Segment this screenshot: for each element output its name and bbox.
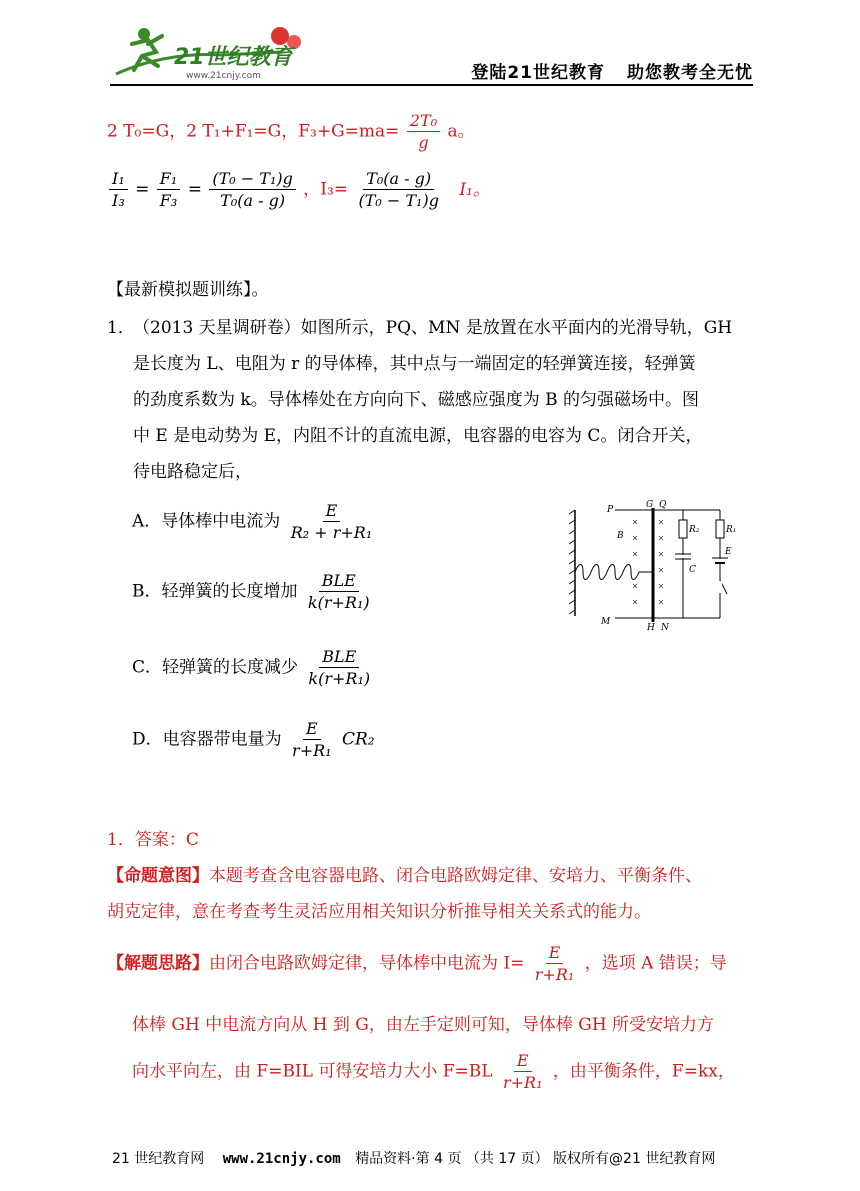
solution-line-1: 【解题思路】由闭合电路欧姆定律，导体棒中电流为 I= $\frac{E}{\text{r+R₁}}$ ，选项 A 错误；导 [107, 943, 727, 984]
svg-text:B: B [617, 531, 624, 541]
fraction: $\frac{\text{2T₀}}{g}$ [407, 112, 440, 152]
equation-tail: a。 [447, 121, 475, 142]
equation-line-1 [107, 112, 475, 152]
svg-text:P: P [607, 505, 614, 515]
question-line: （2013 天星调研卷）如图所示，PQ、MN 是放置在水平面内的光滑导轨，GH [133, 318, 733, 338]
svg-text:N: N [661, 623, 669, 633]
svg-text:R₂: R₂ [689, 525, 700, 535]
footer-url[interactable]: www.21cnjy.com [222, 1151, 341, 1167]
question-line: 中 E 是电动势为 E，内阻不计的直流电源，电容器的电容为 C。闭合开关， [133, 426, 703, 446]
svg-text:G: G [646, 500, 654, 510]
answer-line: 1．答案：C [107, 830, 199, 850]
slogan-left: 登陆21世纪教育 [471, 63, 605, 83]
svg-text:R₁: R₁ [726, 525, 737, 535]
footer-site: 21 世纪教育网 [112, 1151, 205, 1167]
question-line: 是长度为 L、电阻为 r 的导体棒，其中点与一端固定的轻弹簧连接，轻弹簧 [133, 354, 696, 374]
section-title: 【最新模拟题训练】。 [107, 280, 269, 300]
solution-line-3: 向水平向左，由 F=BIL 可得安培力大小 F=BL $\frac{E}{\text{r+R₁}}$ ，由平衡条件，F=kx， [132, 1051, 735, 1092]
option-a[interactable]: A．导体棒中电流为 $\frac{E}{\text{R₂ + r+R₁}}$ [132, 501, 373, 542]
fraction: $\frac{\text{F₁}}{\text{F₃}}$ [157, 170, 181, 210]
question-number: 1． [107, 318, 135, 338]
svg-text:E: E [725, 547, 732, 557]
slogan-right: 助您教考全无忧 [627, 63, 753, 83]
intent-block: 【命题意图】本题考查含电容器电路、闭合电路欧姆定律、安培力、平衡条件、 胡克定律，意在考查考生灵活应用相关知识分析推导相关关系式的能力。 [107, 866, 702, 922]
svg-text:M: M [601, 617, 611, 627]
fraction: $\frac{\text{(T₀ − T₁)g}}{\text{T₀(a - g)}}$ [209, 170, 295, 210]
fraction: $\frac{\text{T₀(a - g)}}{\text{(T₀ − T₁)g}}$ [358, 169, 439, 210]
svg-text:21世纪教育: 21世纪教育 [174, 45, 293, 70]
solution-tag: 【解题思路】 [107, 953, 209, 974]
svg-text:www.21cnjy.com: www.21cnjy.com [186, 71, 261, 81]
question-line: 的劲度系数为 k。导体棒处在方向向下、磁感应强度为 B 的匀强磁场中。图 [133, 390, 700, 410]
header-rule [110, 84, 753, 86]
svg-text:Q: Q [659, 500, 667, 510]
footer-info: 精品资料·第 4 页 （共 17 页） 版权所有@21 世纪教育网 [355, 1151, 716, 1167]
intent-tag: 【命题意图】 [107, 866, 209, 886]
option-d[interactable]: D．电容器带电量为 $\frac{E}{\text{r+R₁}}$ CR₂ [132, 719, 375, 760]
fraction: $\frac{\text{I₁}}{\text{I₃}}$ [109, 170, 128, 210]
circuit-figure [565, 498, 765, 638]
svg-text:C: C [689, 565, 696, 575]
page-footer [112, 1148, 715, 1168]
equation-line-2: $\frac{\text{I₁}}{\text{I₃}}$ = $\frac{\text{F₁}}{\text{F₃}}$ = $\frac{\text{(T₀ − T₁)g}}{\text{T₀(a - g)}}$ ，I₃= $\frac{\text{T₀(a - g)}}{\text{(T₀ − T₁)g}}$ I₁。 [107, 170, 490, 210]
site-logo [112, 22, 312, 82]
equation-separator: ，I₃= [303, 179, 349, 200]
solution-line-2: 体棒 GH 中电流方向从 H 到 G，由左手定则可知，导体棒 GH 所受安培力方 [132, 1015, 715, 1035]
question-line: 待电路稳定后， [133, 462, 252, 482]
header-slogan [471, 58, 753, 83]
option-b[interactable]: B．轻弹簧的长度增加 $\frac{\text{BLE}}{\text{k(r+R₁)}}$ [132, 571, 370, 612]
question-block [107, 310, 767, 490]
equation-tail: I₁。 [459, 179, 490, 200]
option-c[interactable]: C．轻弹簧的长度减少 $\frac{\text{BLE}}{\text{k(r+R₁)}}$ [132, 647, 371, 688]
equation-text: 2 T₀=G，2 T₁+F₁=G，F₃+G=ma= [107, 121, 400, 142]
svg-text:H: H [647, 623, 655, 633]
